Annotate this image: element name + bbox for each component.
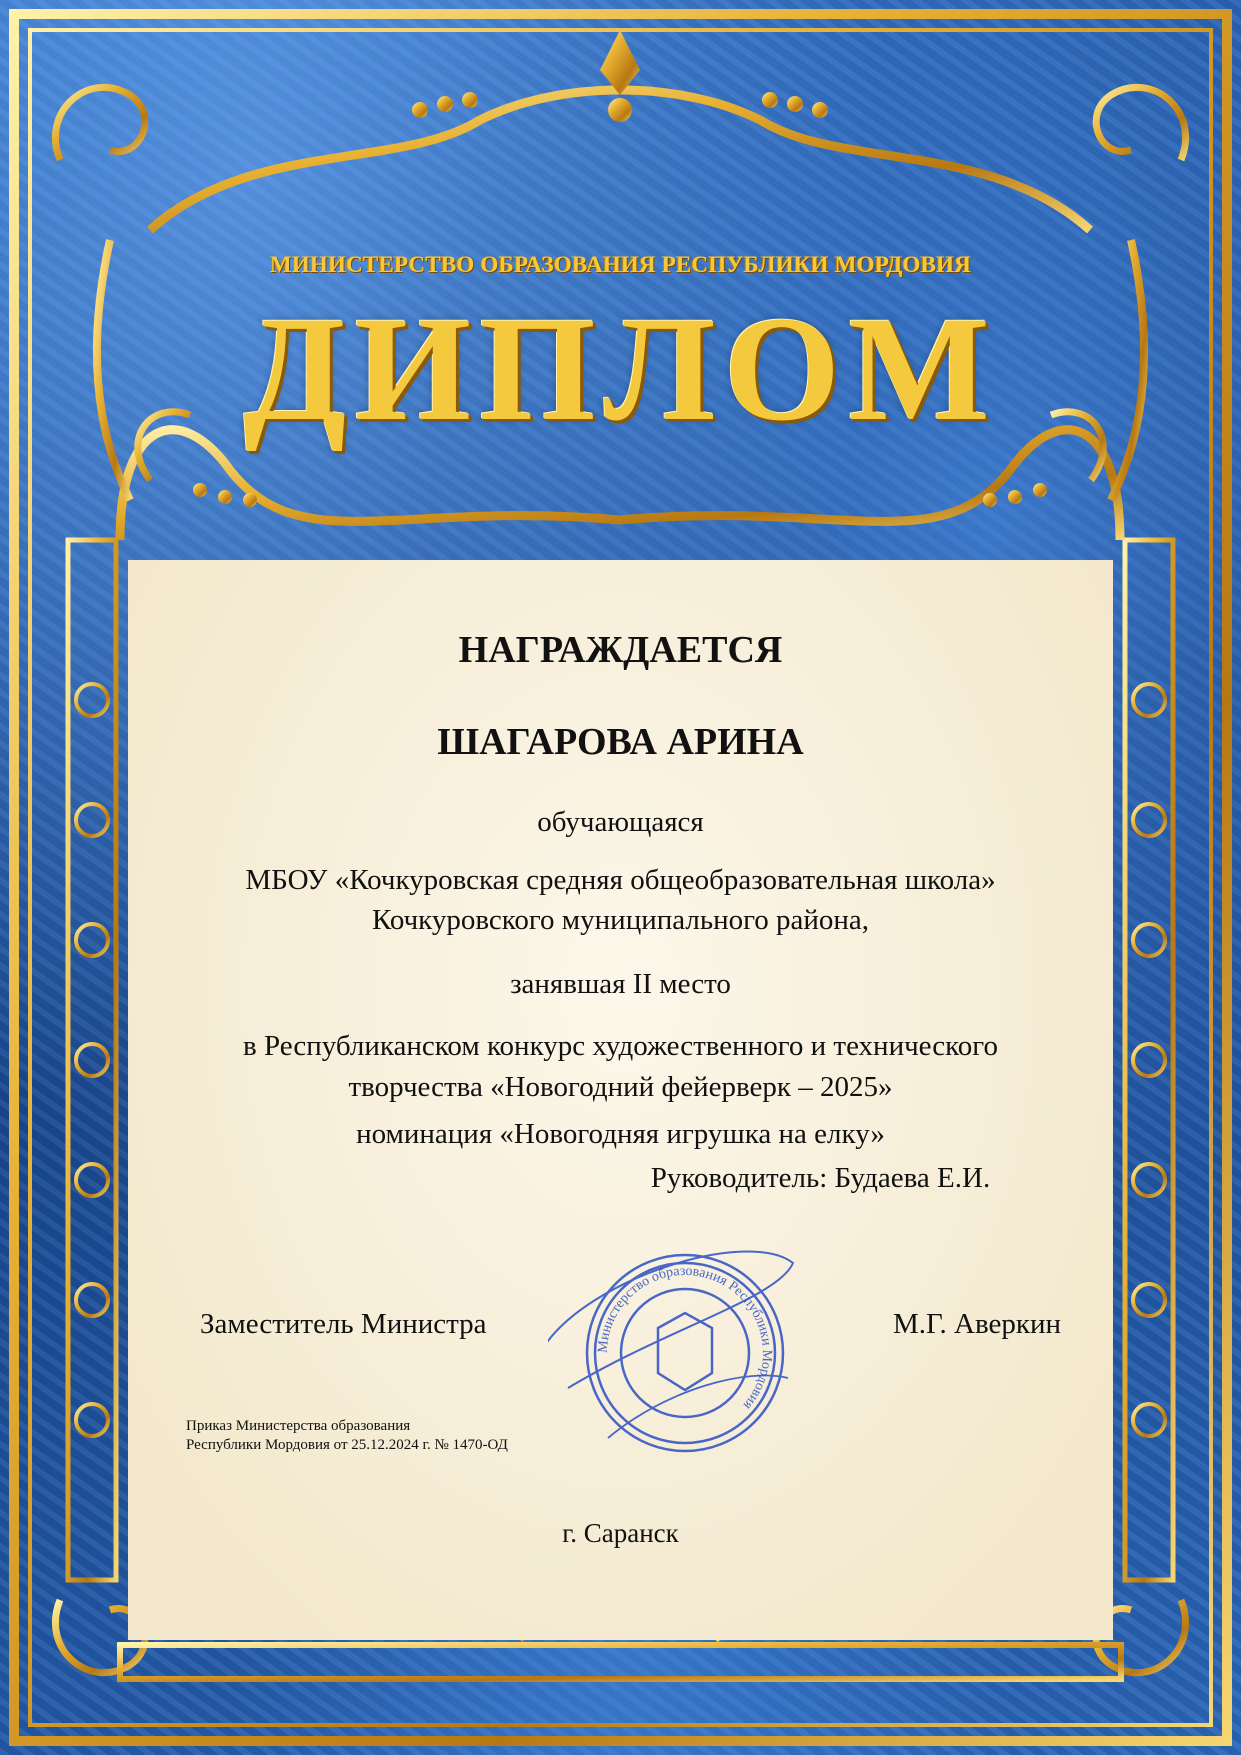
city: г. Саранск xyxy=(562,1518,679,1548)
contest-line-1: в Республиканском конкурс художественного и технического xyxy=(243,1030,998,1062)
awarded-heading: НАГРАЖДАЕТСЯ xyxy=(458,629,783,671)
official-seal xyxy=(548,1238,798,1458)
signature-position: Заместитель Министра xyxy=(200,1308,487,1340)
recipient-name: ШАГАРОВА АРИНА xyxy=(437,721,804,763)
seal-text: Министерство образования Республики Мордовия xyxy=(595,1263,775,1413)
diploma-title: ДИПЛОМ xyxy=(243,286,998,452)
signature-name: М.Г. Аверкин xyxy=(893,1308,1061,1340)
contest-line-2: творчества «Новогодний фейерверк – 2025» xyxy=(348,1071,893,1103)
place-line: занявшая II место xyxy=(510,968,731,1000)
nomination-line: номинация «Новогодняя игрушка на елку» xyxy=(356,1118,885,1150)
order-line-1: Приказ Министерства образования xyxy=(186,1418,411,1434)
school-line-1: МБОУ «Кочкуровская средняя общеобразовательная школа» xyxy=(245,864,996,896)
ministry-title: МИНИСТЕРСТВО ОБРАЗОВАНИЯ РЕСПУБЛИКИ МОРДОВИЯ xyxy=(269,252,972,277)
school-line-2: Кочкуровского муниципального района, xyxy=(371,904,870,936)
supervisor-line: Руководитель: Будаева Е.И. xyxy=(650,1162,991,1194)
recipient-role: обучающаяся xyxy=(537,806,704,838)
order-line-2: Республики Мордовия от 25.12.2024 г. № 1470-ОД xyxy=(186,1437,508,1453)
